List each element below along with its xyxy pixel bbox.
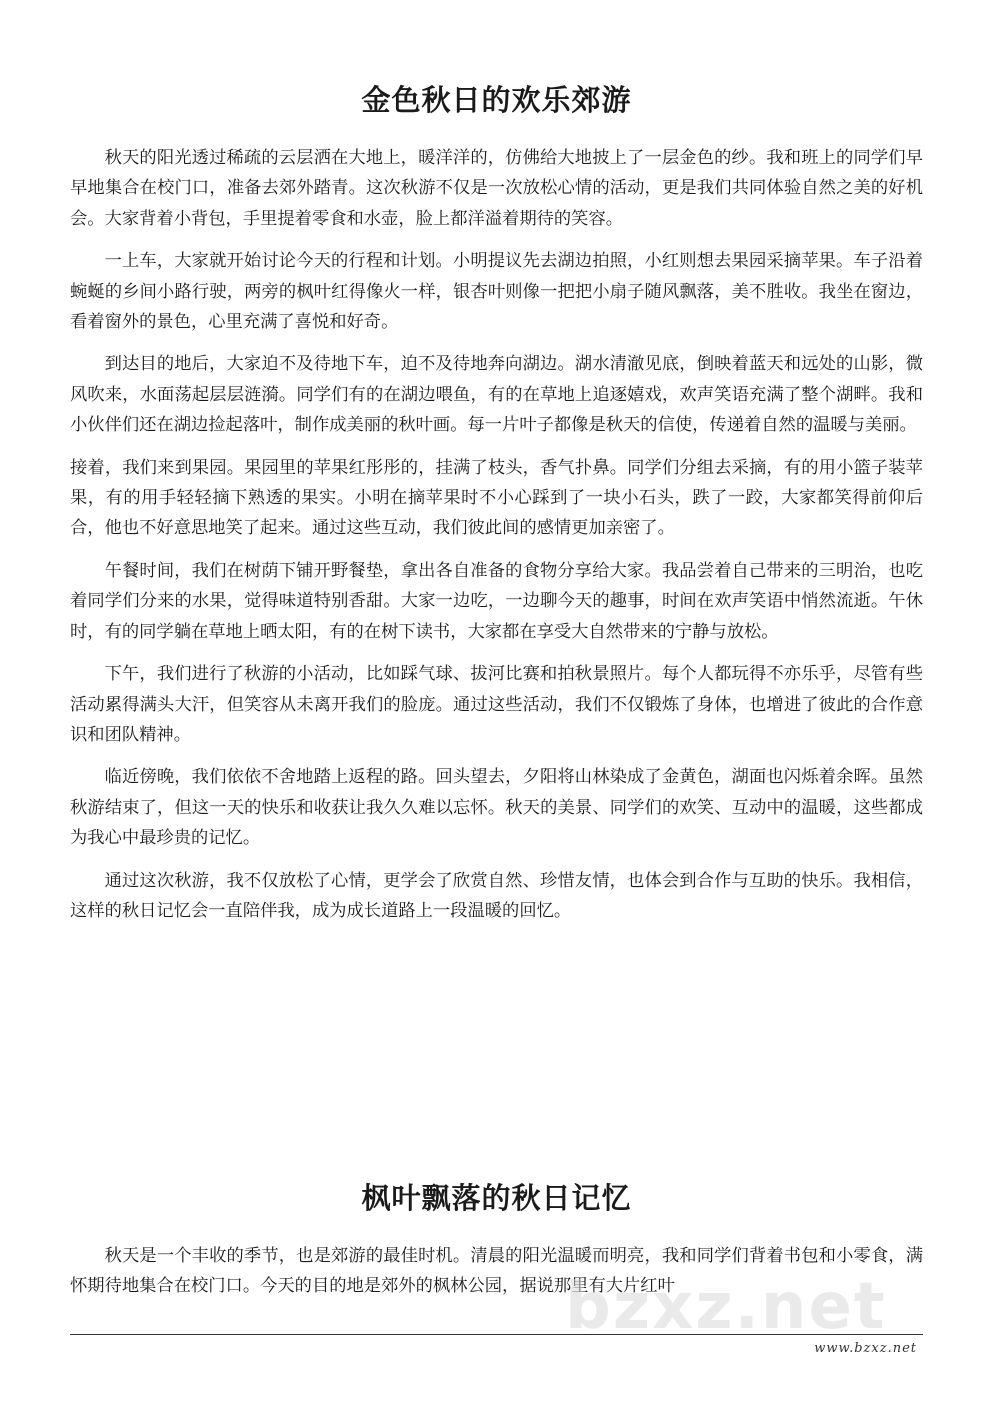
essay-title: 金色秋日的欢乐郊游 — [361, 83, 632, 117]
paragraph: 一上车，大家就开始讨论今天的行程和计划。小明提议先去湖边拍照，小红则想去果园采摘苹果。车子沿着蜿蜒的乡间小路行驶，两旁的枫叶红得像火一样，银杏叶则像一把把小扇子随风飘落，美不胜收。我坐在窗边，看着窗外的景色，心里充满了喜悦和好奇。 — [70, 251, 923, 333]
paragraph: 午餐时间，我们在树荫下铺开野餐垫，拿出各自准备的食物分享给大家。我品尝着自己带来的三明治，也吃着同学们分来的水果，觉得味道特别香甜。大家一边吃，一边聊今天的趣事，时间在欢声笑语中悄然流逝。午休时，有的同学躺在草地上晒太阳，有的在树下读书，大家都在享受大自然带来的宁静与放松。 — [70, 560, 923, 642]
essay-title: 枫叶飘落的秋日记忆 — [361, 1181, 632, 1215]
document-page — [70, 0, 923, 1404]
paragraph: 接着，我们来到果园。果园里的苹果红彤彤的，挂满了枝头，香气扑鼻。同学们分组去采摘，有的用小篮子装苹果，有的用手轻轻摘下熟透的果实。小明在摘苹果时不小心踩到了一块小石头，跌了一跤，大家都笑得前仰后合，他也不好意思地笑了起来。通过这些互动，我们彼此间的感情更加亲密了。 — [70, 457, 923, 539]
paragraph: 下午，我们进行了秋游的小活动，比如踩气球、拔河比赛和拍秋景照片。每个人都玩得不亦乐乎，尽管有些活动累得满头大汗，但笑容从未离开我们的脸庞。通过这些活动，我们不仅锻炼了身体，也增进了彼此的合作意识和团队精神。 — [70, 664, 923, 745]
paragraph: 到达目的地后，大家迫不及待地下车，迫不及待地奔向湖边。湖水清澈见底，倒映着蓝天和远处的山影，微风吹来，水面荡起层层涟漪。同学们有的在湖边喂鱼，有的在草地上追逐嬉戏，欢声笑语充满了整个湖畔。我和小伙伴们还在湖边捡起落叶，制作成美丽的秋叶画。每一片叶子都像是秋天的信使，传递着自然的温暖与美丽。 — [70, 354, 923, 436]
footer-url: www.bzxz.net — [814, 1341, 917, 1356]
paragraph: 临近傍晚，我们依依不舍地踏上返程的路。回头望去，夕阳将山林染成了金黄色，湖面也闪烁着余晖。虽然秋游结束了，但这一天的快乐和收获让我久久难以忘怀。秋天的美景、同学们的欢笑、互动中的温暖，这些都成为我心中最珍贵的记忆。 — [70, 767, 923, 849]
watermark-logo: bzxz.net — [565, 1270, 887, 1344]
paragraph: 通过这次秋游，我不仅放松了心情，更学会了欣赏自然、珍惜友情，也体会到合作与互助的快乐。我相信，这样的秋日记忆会一直陪伴我，成为成长道路上一段温暖的回忆。 — [70, 870, 923, 921]
essay-body — [70, 1241, 923, 1314]
paragraph: 秋天是一个丰收的季节，也是郊游的最佳时机。清晨的阳光温暖而明亮，我和同学们背着书包和小零食，满怀期待地集合在校门口。今天的目的地是郊外的枫林公园，据说那里有大片红叶 — [70, 1246, 923, 1297]
footer-divider — [70, 1334, 923, 1335]
paragraph: 秋天的阳光透过稀疏的云层洒在大地上，暖洋洋的，仿佛给大地披上了一层金色的纱。我和班上的同学们早早地集合在校门口，准备去郊外踏青。这次秋游不仅是一次放松心情的活动，更是我们共同体验自然之美的好机会。大家背着小背包，手里提着零食和水壶，脸上都洋溢着期待的笑容。 — [70, 148, 923, 229]
essay-body — [70, 143, 923, 938]
